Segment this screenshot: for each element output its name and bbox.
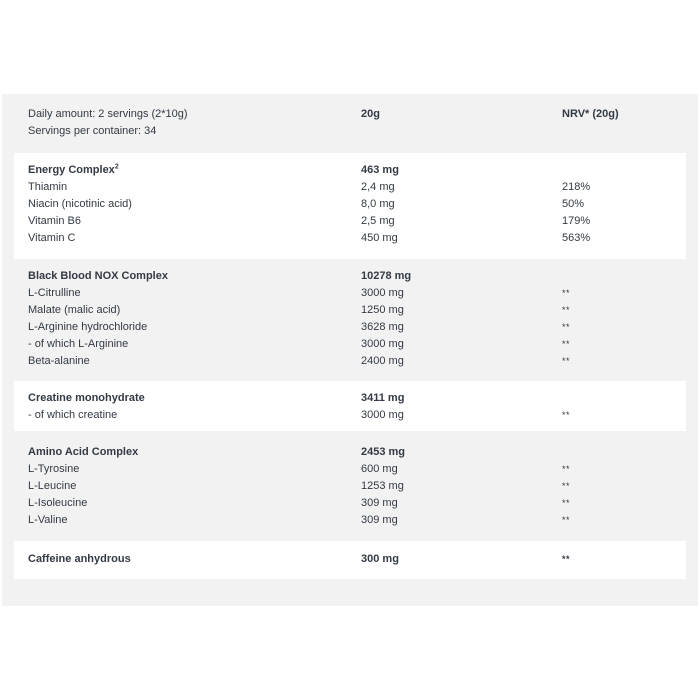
- creatine-section: [14, 381, 686, 431]
- ingredient-name: L-Valine: [28, 514, 68, 526]
- ingredient-name: L-Citrulline: [28, 287, 81, 299]
- ingredient-name: L-Leucine: [28, 480, 77, 492]
- ingredient-nrv: 50%: [562, 198, 585, 210]
- ingredient-name: L-Isoleucine: [28, 497, 88, 509]
- ingredient-amount: 8,0 mg: [361, 198, 395, 210]
- ingredient-name: Vitamin C: [28, 232, 76, 244]
- ingredient-nrv: **: [562, 515, 571, 525]
- ingredient-nrv: 218%: [562, 181, 591, 193]
- ingredient-nrv: 179%: [562, 215, 591, 227]
- section-title-row: [14, 390, 686, 407]
- ingredient-name: Vitamin B6: [28, 215, 81, 227]
- ingredient-amount: 3628 mg: [361, 321, 404, 333]
- section-title: Creatine monohydrate: [28, 392, 145, 404]
- ingredient-amount: 309 mg: [361, 514, 398, 526]
- ingredient-name: L-Arginine hydrochloride: [28, 321, 148, 333]
- section-title-row: [14, 162, 686, 179]
- ingredient-amount: 3000 mg: [361, 409, 404, 421]
- header-row: [14, 106, 686, 123]
- ingredient-name: Niacin (nicotinic acid): [28, 198, 132, 210]
- ingredient-nrv: 563%: [562, 232, 591, 244]
- energy-complex-section: [14, 153, 686, 259]
- table-row: [14, 285, 686, 302]
- table-row: [14, 461, 686, 478]
- table-row: [14, 230, 686, 247]
- daily-amount-label: Daily amount: 2 servings (2*10g): [28, 108, 188, 120]
- section-title-row: [14, 551, 686, 568]
- ingredient-nrv: **: [562, 288, 571, 298]
- section-title-row: [14, 444, 686, 461]
- table-row: [14, 319, 686, 336]
- ingredient-amount: 3000 mg: [361, 338, 404, 350]
- ingredient-nrv: **: [562, 554, 571, 564]
- servings-per-container: Servings per container: 34: [28, 125, 157, 137]
- ingredient-nrv: **: [562, 410, 571, 420]
- section-title: Caffeine anhydrous: [28, 553, 131, 565]
- ingredient-amount: 309 mg: [361, 497, 398, 509]
- table-row: [14, 196, 686, 213]
- table-row: [14, 353, 686, 370]
- ingredient-nrv: **: [562, 464, 571, 474]
- section-total: 463 mg: [361, 164, 399, 176]
- ingredient-name: Malate (malic acid): [28, 304, 121, 316]
- ingredient-nrv: **: [562, 305, 571, 315]
- nutrition-table: [2, 94, 698, 606]
- nrv-header: NRV* (20g): [562, 108, 619, 120]
- section-total: 10278 mg: [361, 270, 412, 282]
- table-row: [14, 478, 686, 495]
- ingredient-amount: 1253 mg: [361, 480, 404, 492]
- ingredient-amount: 600 mg: [361, 463, 398, 475]
- section-title: Energy Complex$^2$: [28, 163, 119, 176]
- section-title: Amino Acid Complex: [28, 446, 139, 458]
- ingredient-amount: 2,5 mg: [361, 215, 395, 227]
- servings-row: [14, 123, 686, 140]
- section-total: 3411 mg: [361, 392, 405, 404]
- section-title-row: [14, 268, 686, 285]
- footnote-marker: 2: [114, 163, 119, 171]
- ingredient-amount: 2,4 mg: [361, 181, 395, 193]
- ingredient-name: Thiamin: [28, 181, 68, 193]
- ingredient-amount: 3000 mg: [361, 287, 404, 299]
- ingredient-nrv: **: [562, 481, 571, 491]
- ingredient-name: - of which creatine: [28, 409, 118, 421]
- ingredient-name: - of which L-Arginine: [28, 338, 129, 350]
- ingredient-amount: 1250 mg: [361, 304, 404, 316]
- section-total: 300 mg: [361, 553, 399, 565]
- caffeine-section: [14, 541, 686, 579]
- section-title: Black Blood NOX Complex: [28, 270, 168, 282]
- table-row: [14, 495, 686, 512]
- ingredient-nrv: **: [562, 498, 571, 508]
- table-header: [14, 106, 686, 154]
- ingredient-nrv: **: [562, 356, 571, 366]
- amino-acid-section: [14, 431, 686, 541]
- table-row: [14, 512, 686, 529]
- nox-complex-section: [14, 259, 686, 381]
- ingredient-amount: 2400 mg: [361, 355, 404, 367]
- table-row: [14, 213, 686, 230]
- ingredient-amount: 450 mg: [361, 232, 398, 244]
- serving-amount-header: 20g: [361, 108, 380, 120]
- ingredient-nrv: **: [562, 339, 571, 349]
- ingredient-name: L-Tyrosine: [28, 463, 80, 475]
- table-row: [14, 336, 686, 353]
- ingredient-name: Beta-alanine: [28, 355, 90, 367]
- table-row: [14, 407, 686, 424]
- table-row: [14, 179, 686, 196]
- table-row: [14, 302, 686, 319]
- ingredient-nrv: **: [562, 322, 571, 332]
- section-total: 2453 mg: [361, 446, 406, 458]
